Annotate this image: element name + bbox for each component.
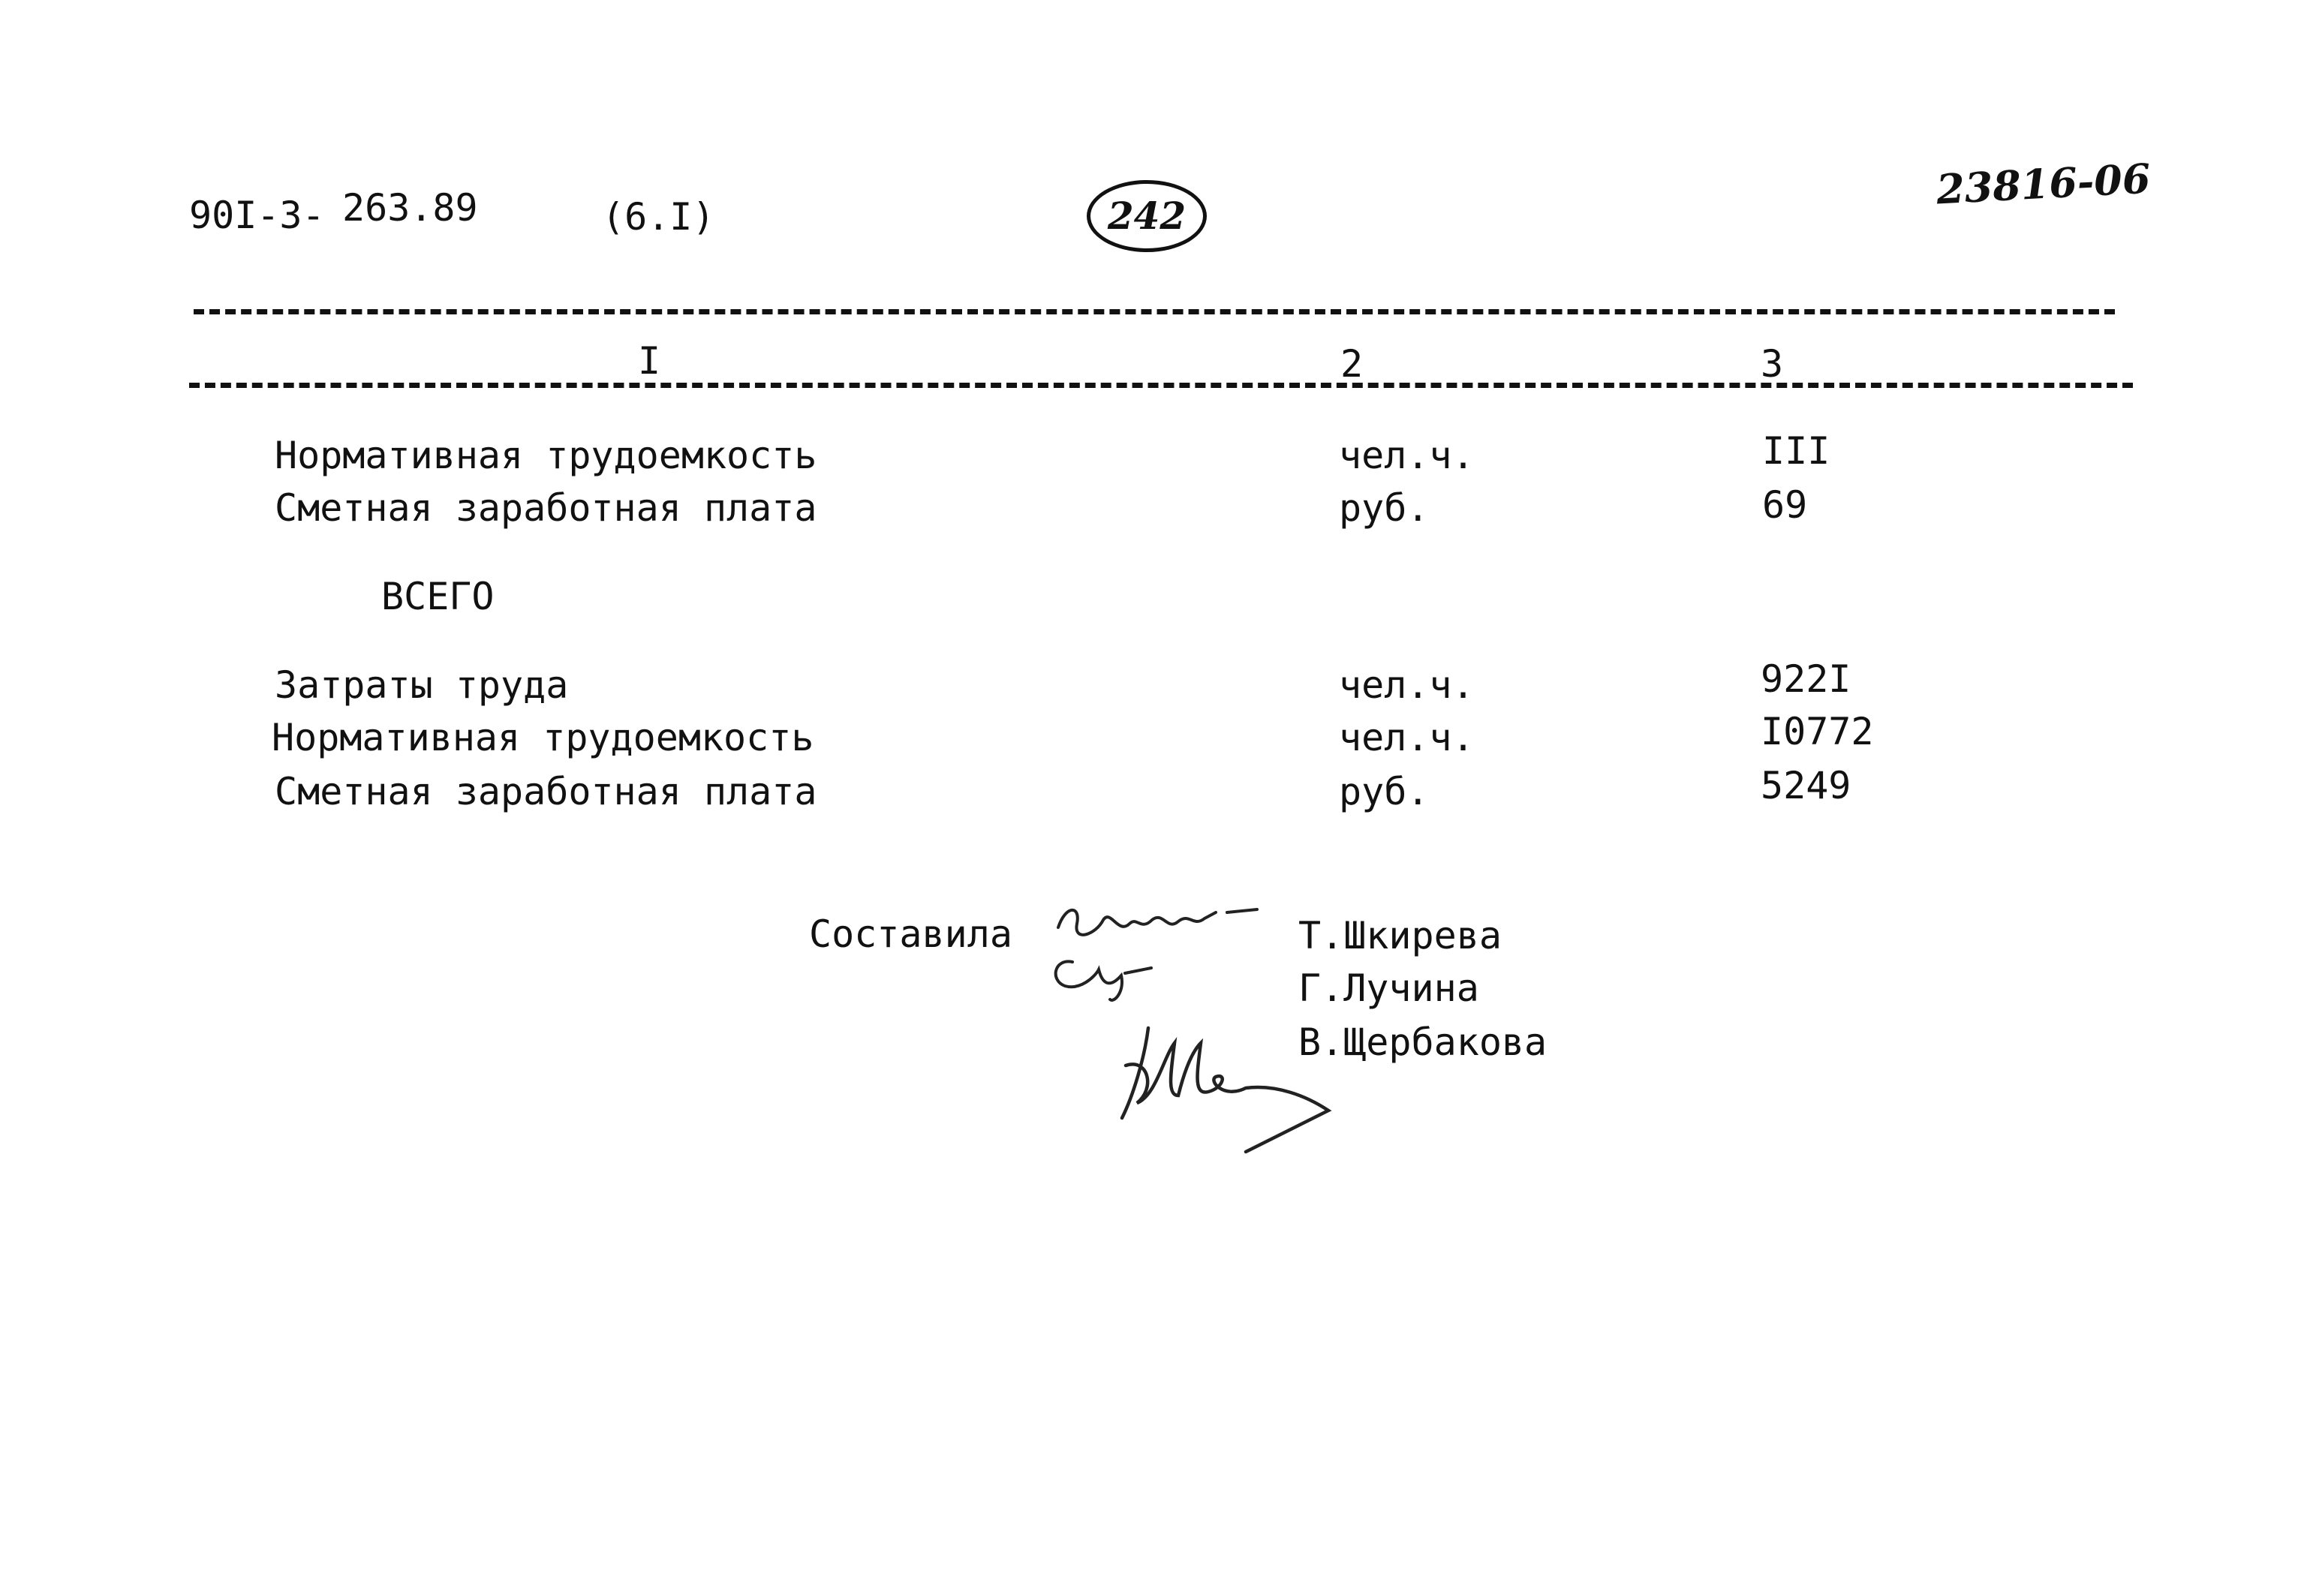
compiled-by-label: Составила [809, 912, 1012, 956]
table-top-rule [194, 309, 2115, 314]
document-code-number: 263.89 [342, 186, 478, 230]
total-row-unit: чел.ч. [1339, 716, 1475, 759]
row-label: Нормативная трудоемкость [275, 434, 817, 477]
total-row-value: 922I [1761, 657, 1851, 701]
total-row-label: Затраты труда [275, 663, 569, 707]
row-label: Сметная заработная плата [275, 486, 817, 530]
page-number-stamp [1087, 180, 1207, 252]
table-header-rule [189, 383, 2133, 388]
row-unit: руб. [1339, 486, 1430, 530]
column-header-1: I [638, 339, 661, 383]
document-section: (6.I) [602, 195, 715, 239]
signatory-name-1: Т.Шкирева [1298, 914, 1502, 957]
document-code-prefix: 90I-3- [189, 194, 325, 237]
column-header-3: 3 [1761, 342, 1784, 386]
column-header-2: 2 [1340, 342, 1364, 386]
signatory-name-2: Г.Лучина [1298, 966, 1479, 1010]
page-number: 242 [1107, 194, 1187, 238]
total-row-value: I0772 [1761, 710, 1874, 753]
row-value: III [1762, 429, 1830, 473]
signatory-name-3: В.Щербакова [1298, 1020, 1548, 1064]
total-row-unit: чел.ч. [1339, 663, 1475, 707]
signature-2 [1039, 947, 1189, 1007]
total-row-label: Сметная заработная плата [275, 770, 817, 813]
total-heading: ВСЕГО [381, 575, 495, 618]
row-value: 69 [1762, 483, 1808, 527]
total-row-label: Нормативная трудоемкость [272, 716, 814, 759]
inventory-number: 23816-06 [1935, 154, 2152, 214]
row-unit: чел.ч. [1339, 434, 1475, 477]
total-row-unit: руб. [1339, 770, 1430, 813]
total-row-value: 5249 [1761, 764, 1851, 807]
